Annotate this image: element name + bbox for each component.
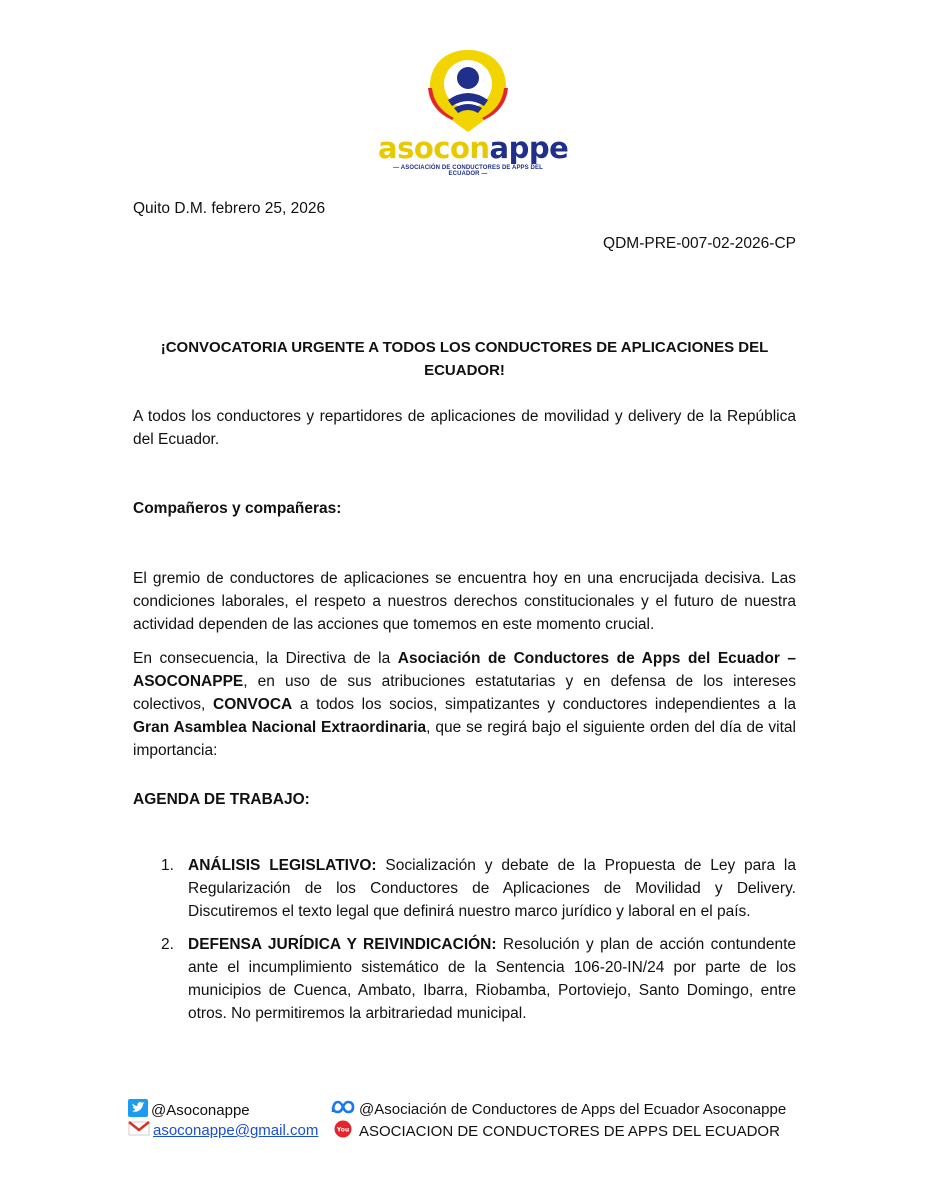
footer-facebook (330, 1099, 786, 1121)
youtube-icon (334, 1120, 352, 1144)
twitter-handle[interactable]: @Asoconappe (151, 1101, 250, 1119)
letter-date: Quito D.M. febrero 25, 2026 (133, 200, 326, 217)
footer-youtube (334, 1120, 780, 1144)
logo-subtitle: — ASOCIACIÓN DE CONDUCTORES DE APPS DEL ECUADOR — (393, 165, 543, 177)
footer-email (128, 1120, 318, 1142)
agenda-item-number: 2. (161, 936, 174, 953)
intro-paragraph: A todos los conductores y repartidores de aplicaciones de movilidad y delivery de la República del Ecuador. (133, 408, 796, 448)
reference-code: QDM-PRE-007-02-2026-CP (603, 235, 796, 252)
email-link[interactable]: asoconappe@gmail.com (153, 1121, 319, 1139)
youtube-channel-name[interactable]: ASOCIACION DE CONDUCTORES DE APPS DEL ECUADOR (359, 1122, 780, 1140)
gmail-icon (128, 1120, 150, 1142)
paragraph-context: El gremio de conductores de aplicaciones se encuentra hoy en una encrucijada decisiva. Las condiciones laborales, el respeto a nuestros derechos constitucionales y el futuro de nuestra actividad dependen de las acciones que tomemos en este momento crucial. (133, 570, 796, 633)
facebook-page-name[interactable]: @Asociación de Conductores de Apps del Ecuador Asoconappe (359, 1100, 787, 1118)
logo-pin-icon (424, 48, 512, 134)
greeting: Compañeros y compañeras: (133, 500, 342, 517)
agenda-item-body: DEFENSA JURÍDICA Y REIVINDICACIÓN: Resolución y plan de acción contundente ante el incumplimiento sistemático de la Sentencia 106-20-IN/24 por parte de los municipios de Cuenca, Ambato, Ibarra, Riobamba, Portoviejo, Santo Domingo, entre otros. No permitiremos la arbitrariedad municipal. (188, 936, 796, 1022)
agenda-item-number: 1. (161, 857, 174, 874)
logo-wordmark: asoconappe (378, 131, 569, 165)
paragraph-convocation: En consecuencia, la Directiva de la Asociación de Conductores de Apps del Ecuador – ASOCONAPPE, en uso de sus atribuciones estatutarias y en defensa de los intereses colectivos, CONVOCA a todos los socios, simpatizantes y conductores independientes a la Gran Asamblea Nacional Extraordinaria, que se regirá bajo el siguiente orden del día de vital importancia: (133, 650, 796, 759)
asoconappe-logo (378, 48, 569, 183)
letter-title: ¡CONVOCATORIA URGENTE A TODOS LOS CONDUCTORES DE APLICACIONES DEL ECUADOR! (160, 339, 769, 379)
agenda-item-body: ANÁLISIS LEGISLATIVO: Socialización y debate de la Propuesta de Ley para la Regularización de los Conductores de Aplicaciones de Movilidad y Delivery. Discutiremos el texto legal que definirá nuestro marco jurídico y laboral en el país. (188, 857, 796, 920)
youtube-badge-text: You (336, 1126, 350, 1134)
meta-icon (330, 1099, 356, 1121)
agenda-heading: AGENDA DE TRABAJO: (133, 791, 310, 808)
